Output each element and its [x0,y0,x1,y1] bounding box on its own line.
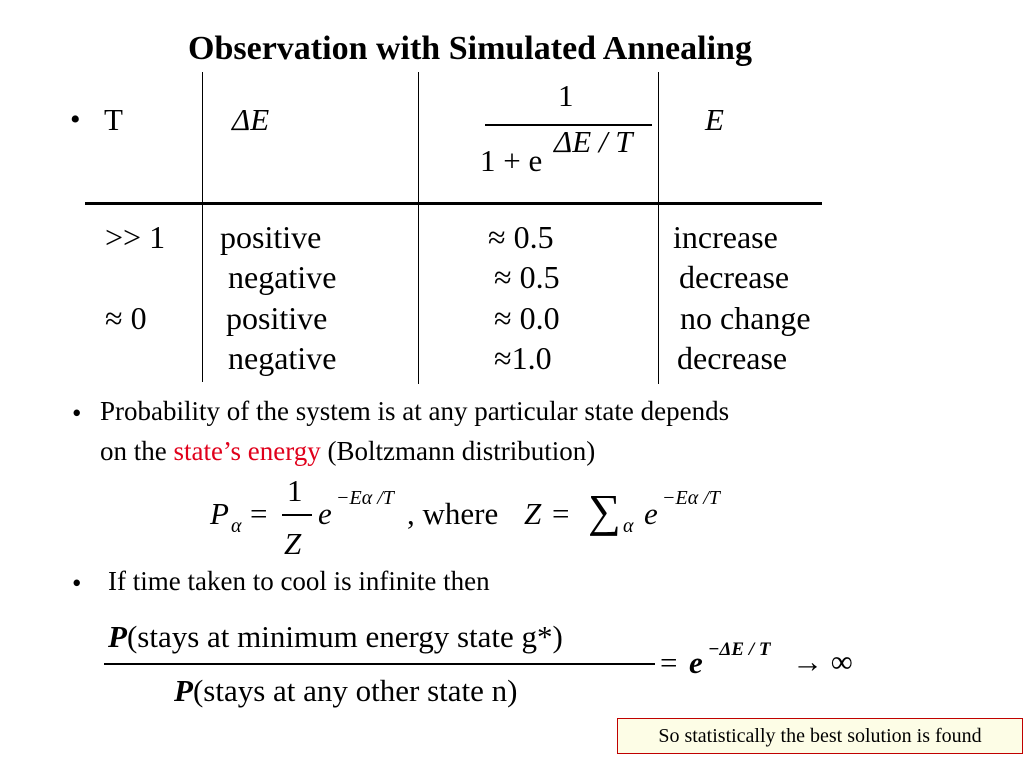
page-title: Observation with Simulated Annealing [188,30,752,67]
row1-prob: ≈ 0.5 [488,219,554,255]
formula1-p: P [210,496,229,531]
note-box: So statistically the best solution is found [617,718,1023,754]
formula1-exponent-2: −Eα /T [662,487,720,509]
formula1-alpha-subscript: α [231,515,242,537]
formula2-fraction-bar [104,663,655,665]
row1-t: >> 1 [105,219,166,255]
header-prob-numerator: 1 [558,78,574,113]
state-energy-highlight: state’s energy [173,436,321,466]
bullet2-prefix: on the [100,436,174,466]
summation-subscript: α [623,515,634,537]
row4-prob: ≈1.0 [494,340,552,376]
formula2-den-p: P [174,673,193,708]
formula1-e: e [318,496,332,531]
row4-delta-e: negative [228,340,337,376]
row2-delta-e: negative [228,259,337,295]
bullet2-line1: Probability of the system is at any particular state depends [100,396,730,426]
formula1-equals: = [250,496,268,531]
formula2-num-p: P [108,619,127,654]
tends-to-infinity: → ∞ [792,644,853,679]
row4-energy: decrease [677,340,788,376]
table-column-divider [658,72,659,384]
formula2-denominator [174,673,517,709]
formula2-equals: = [660,645,678,680]
bullet-marker: • [72,568,82,598]
formula1-fraction-bar [282,514,312,516]
row1-delta-e: positive [220,219,322,255]
formula1-exponent: −Eα /T [336,487,394,509]
row3-energy: no change [680,300,811,336]
bullet3-text: If time taken to cool is infinite then [108,566,490,596]
row3-delta-e: positive [226,300,328,336]
header-energy: E [705,102,724,137]
header-t: T [104,102,123,137]
table-column-divider [202,72,203,382]
formula1-numerator: 1 [287,473,303,508]
formula1-e-2: e [644,496,658,531]
formula1-equals-2: = [552,496,570,531]
header-delta-e: ΔE [232,102,270,137]
formula2-num-text: (stays at minimum energy state g*) [126,619,563,654]
summation-symbol: ∑ [588,485,621,536]
formula2-exponent: −ΔE / T [708,639,771,660]
formula1-where: , where [407,496,499,531]
header-prob-denominator: 1 + e [480,143,543,178]
formula2-e: e [689,645,703,680]
row3-prob: ≈ 0.0 [494,300,560,336]
formula1-z: Z [524,496,542,531]
bullet2-line2 [100,436,595,467]
row3-t: ≈ 0 [105,300,147,336]
table-header-rule [85,202,822,205]
bullet-marker: • [70,103,81,136]
row2-prob: ≈ 0.5 [494,259,560,295]
formula2-den-text: (stays at any other state n) [192,673,518,708]
bullet2-suffix: (Boltzmann distribution) [320,436,596,466]
header-prob-exponent: ΔE / T [554,124,633,159]
row2-energy: decrease [679,259,790,295]
table-column-divider [418,72,419,384]
formula2-numerator [108,619,563,655]
row1-energy: increase [673,219,778,255]
bullet-marker: • [72,398,82,428]
formula1-denominator: Z [284,526,302,561]
